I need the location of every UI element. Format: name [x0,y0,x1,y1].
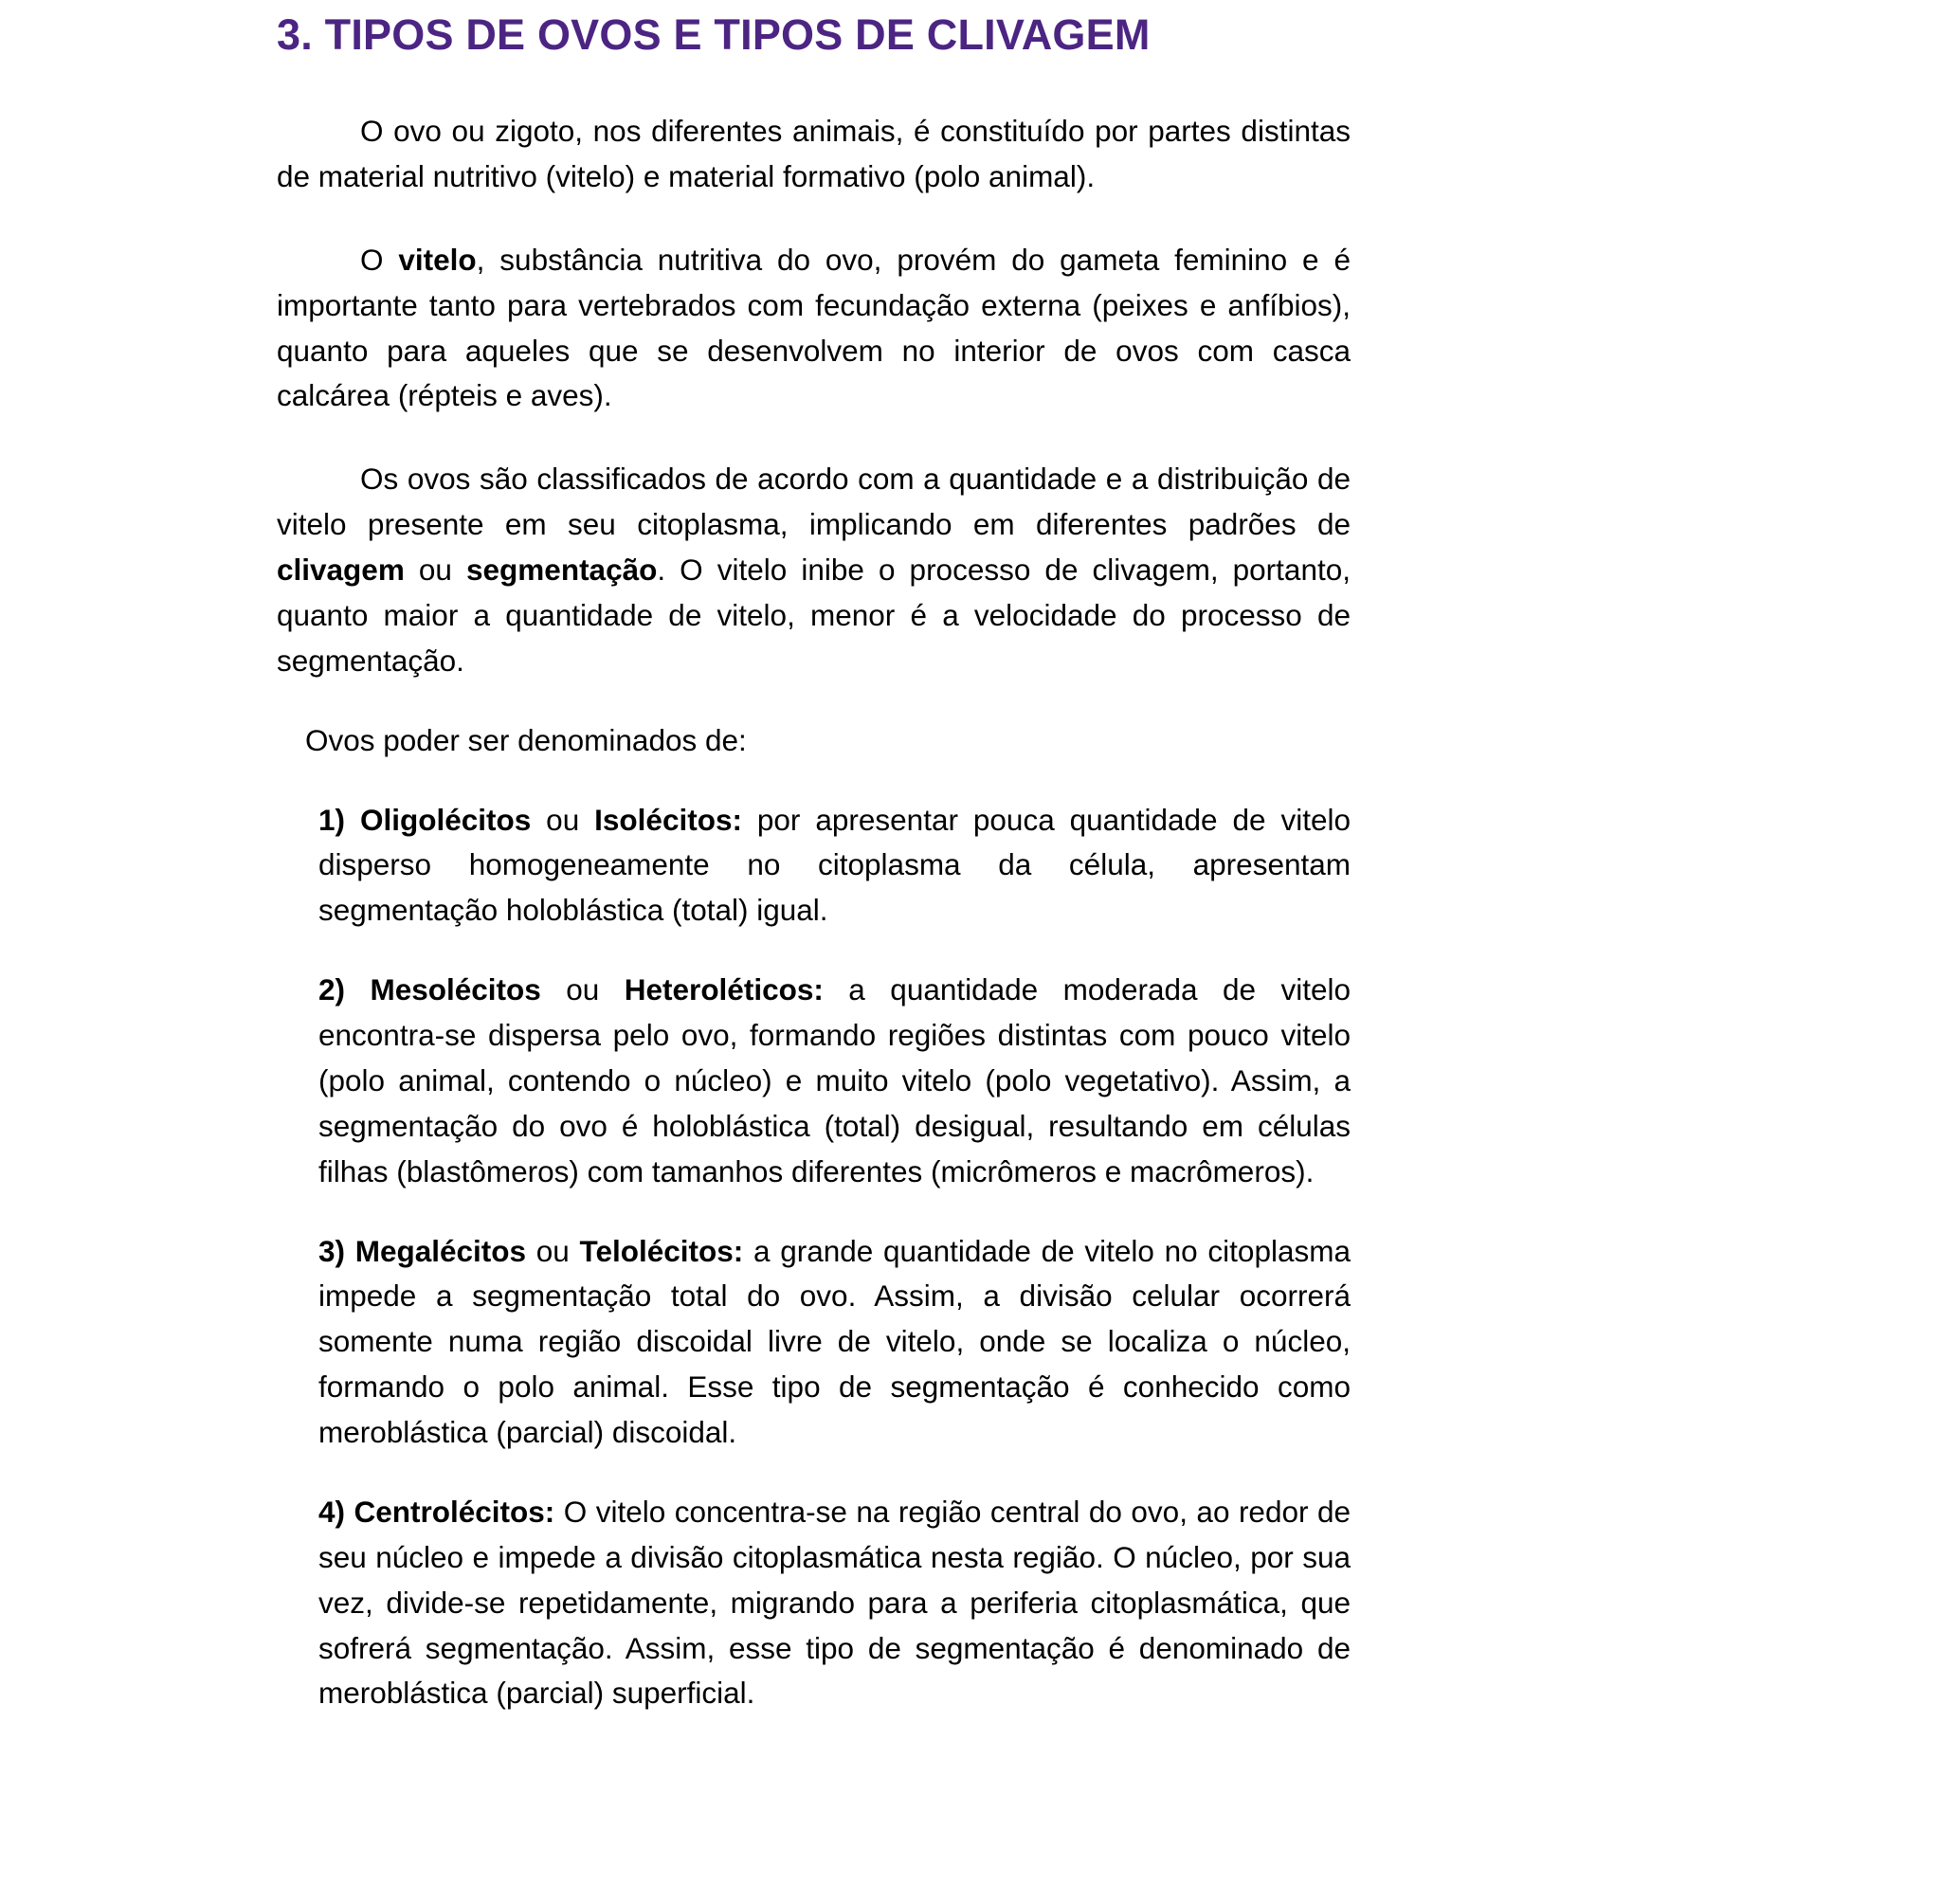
spacer [277,419,1351,457]
spacer [277,56,1351,109]
page-title: 3. TIPOS DE OVOS E TIPOS DE CLIVAGEM [277,10,1151,59]
body-text: ou [404,553,467,587]
body-text: . O vitelo inibe o processo de clivagem, portanto, quanto maior a quantidade de vitelo, menor é a velocidade do processo de segmentação. [277,553,1351,678]
spacer [277,1456,1351,1490]
list-item-oligolecitos [277,798,1351,934]
emphasis-text: 3) [318,1233,355,1268]
spacer [277,764,1351,798]
list-item-mesolecitos [277,968,1351,1194]
emphasis-text: Mesolécitos [370,972,541,1007]
emphasis-text: Isolécitos: [594,802,742,837]
body-text: , substância nutritiva do ovo, provém do gameta feminino e é importante tanto para vertebrados com fecundação externa (peixes e anfíbios), quanto para aqueles que se desenvolvem no interior de ovos com casca calcárea (répteis e aves). [277,242,1351,413]
spacer [277,1195,1351,1229]
body-text: por apresentar pouca quantidade de vitelo disperso homogeneamente no citoplasma da célula, apresentam segmentação holoblástica (total) igual. [318,802,1351,928]
spacer [277,684,1351,718]
emphasis-text: 4) [318,1494,354,1529]
body-text: ou [531,802,595,837]
list-item-centrolecitos [277,1490,1351,1716]
paragraph-vitelo [277,238,1351,420]
emphasis-text: 1) [318,802,360,837]
emphasis-text: Oligolécitos [359,802,532,837]
document-content [277,0,1351,1716]
emphasis-text: Megalécitos [354,1233,527,1268]
emphasis-text: 2) [318,972,371,1007]
body-text: Os ovos são classificados de acordo com a quantidade e a distribuição de vitelo presente em seu citoplasma, implicando em diferentes padrões de [277,462,1351,542]
emphasis-text: clivagem [277,553,405,587]
body-text: O ovo ou zigoto, nos diferentes animais, é constituído por partes distintas de material nutritivo (vitelo) e material formativo (polo animal). [277,114,1351,193]
emphasis-text: vitelo [398,242,477,277]
list-lead-in: Ovos poder ser denominados de: [305,722,747,757]
spacer [277,934,1351,968]
body-text: ou [526,1233,580,1268]
paragraph-classificacao [277,457,1351,683]
paragraph-intro [277,109,1351,200]
spacer [277,200,1351,238]
body-text: a quantidade moderada de vitelo encontra-se dispersa pelo ovo, formando regiões distintas com pouco vitelo (polo animal, contendo o núcleo) e muito vitelo (polo vegetativo). Assim, a segmentação do ovo é holoblástica (total) desigual, resultando em células filhas (blastômeros) com tamanhos diferentes (micrômeros e macrômeros). [318,972,1351,1188]
emphasis-text: Telolécitos: [579,1233,744,1268]
emphasis-text: segmentação [466,553,658,587]
body-text: ou [540,972,625,1007]
body-text: a grande quantidade de vitelo no citoplasma impede a segmentação total do ovo. Assim, a divisão celular ocorrerá somente numa região discoidal livre de vitelo, onde se localiza o núcleo, formando o polo animal. Esse tipo de segmentação é conhecido como meroblástica (parcial) discoidal. [318,1233,1351,1449]
body-text: O [360,242,399,277]
list-item-megalecitos [277,1229,1351,1456]
emphasis-text: Centrolécitos: [354,1494,555,1529]
body-text: O vitelo concentra-se na região central do ovo, ao redor de seu núcleo e impede a divisão citoplasmática nesta região. O núcleo, por sua vez, divide-se repetidamente, migrando para a periferia citoplasmática, que sofrerá segmentação. Assim, esse tipo de segmentação é denominado de meroblástica (parcial) superficial. [318,1494,1351,1711]
emphasis-text: Heteroléticos: [624,972,824,1007]
